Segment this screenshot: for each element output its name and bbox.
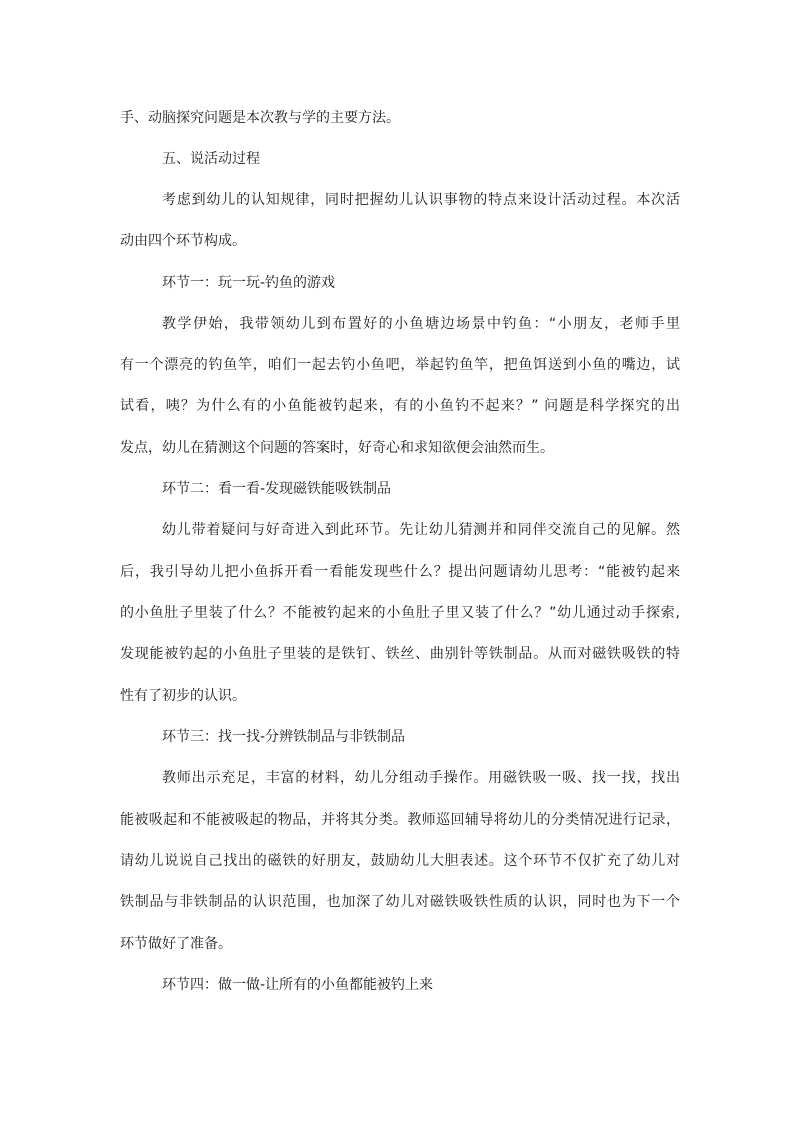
text-line-7: 有一个漂亮的钓鱼竿，咱们一起去钓小鱼吧，举起钓鱼竿，把鱼饵送到小鱼的嘴边，试 (120, 357, 680, 373)
text-line-15: 性有了初步的认识。 (120, 688, 246, 704)
text-line-6: 教学伊始，我带领幼儿到布置好的小鱼塘边场景中钓鱼：“小朋友，老师手里 (162, 316, 680, 332)
text-line-17: 教师出示充足，丰富的材料，幼儿分组动手操作。用磁铁吸一吸、找一找，找出 (162, 770, 680, 786)
text-line-21: 环节做好了准备。 (120, 936, 232, 952)
subheading-step-three: 环节三：找一找-分辨铁制品与非铁制品 (162, 729, 406, 745)
text-line-9: 发点，幼儿在猜测这个问题的答案时，好奇心和求知欲便会油然而生。 (120, 440, 554, 456)
text-line-3: 考虑到幼儿的认知规律，同时把握幼儿认识事物的特点来设计活动过程。本次活 (162, 192, 680, 208)
text-line-20: 铁制品与非铁制品的认识范围，也加深了幼儿对磁铁吸铁性质的认识，同时也为下一个 (120, 894, 680, 910)
text-line-14: 发现能被钓起的小鱼肚子里装的是铁钉、铁丝、曲别针等铁制品。从而对磁铁吸铁的特 (120, 646, 680, 662)
text-line-4: 动由四个环节构成。 (120, 233, 246, 249)
text-line-19: 请幼儿说说自己找出的磁铁的好朋友，鼓励幼儿大胆表述。这个环节不仅扩充了幼儿对 (120, 853, 680, 869)
text-line-18: 能被吸起和不能被吸起的物品，并将其分类。教师巡回辅导将幼儿的分类情况进行记录， (120, 812, 680, 828)
subheading-step-four: 环节四：做一做-让所有的小鱼都能被钓上来 (162, 977, 434, 993)
subheading-step-one: 环节一：玩一玩-钓鱼的游戏 (162, 275, 336, 291)
text-line-8: 试看，咦？为什么有的小鱼能被钓起来，有的小鱼钓不起来？” 问题是科学探究的出 (120, 398, 680, 414)
text-line-12: 后，我引导幼儿把小鱼拆开看一看能发现些什么？提出问题请幼儿思考：“能被钓起来 (120, 564, 680, 580)
text-line-13: 的小鱼肚子里装了什么？不能被钓起来的小鱼肚子里又装了什么？”幼儿通过动手探索, (120, 605, 680, 621)
text-line-11: 幼儿带着疑问与好奇进入到此环节。先让幼儿猜测并和同伴交流自己的见解。然 (162, 522, 680, 538)
section-heading-activity-process: 五、说活动过程 (162, 151, 260, 167)
text-line-1: 手、动脑探究问题是本次教与学的主要方法。 (120, 110, 400, 126)
subheading-step-two: 环节二：看一看-发现磁铁能吸铁制品 (162, 481, 392, 497)
